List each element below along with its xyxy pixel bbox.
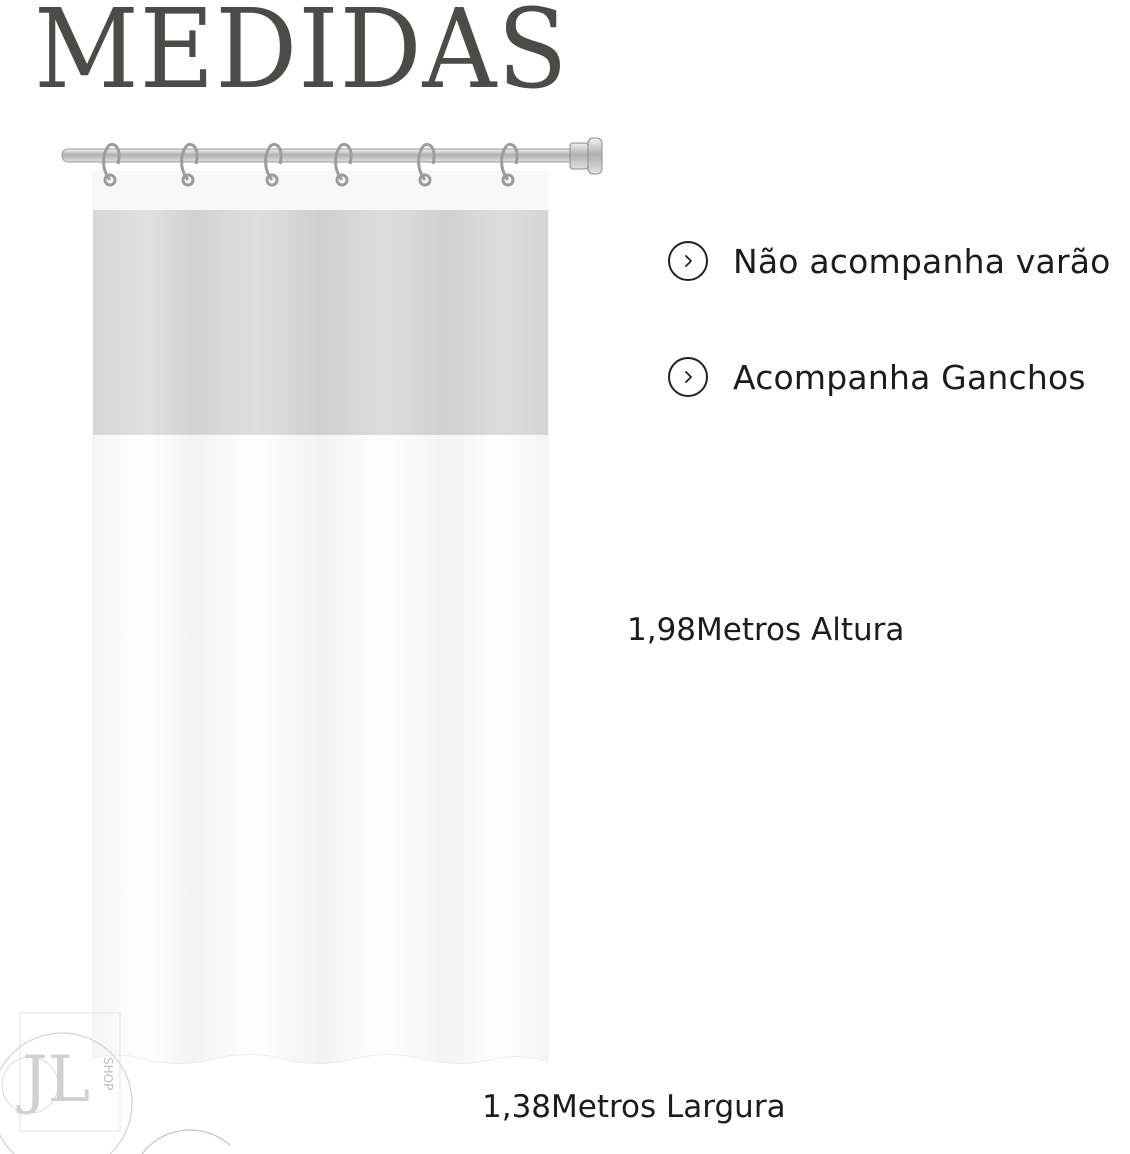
- feature-label: Acompanha Ganchos: [733, 357, 1086, 397]
- jl-shop-logo: [0, 1005, 230, 1154]
- chevron-right-circle-icon: [668, 241, 708, 281]
- curtain-top-hem: [93, 172, 548, 210]
- logo-word: SHOP: [101, 1057, 115, 1091]
- feature-label: Não acompanha varão: [733, 241, 1111, 281]
- rod-end-cap: [570, 143, 588, 169]
- width-measurement: 1,38Metros Largura: [482, 1089, 786, 1125]
- chevron-right-circle-icon: [668, 357, 708, 397]
- rod-flange: [588, 138, 602, 174]
- height-measurement: 1,98Metros Altura: [627, 612, 905, 648]
- curtain-window-band: [93, 210, 548, 435]
- curtain-rod: [62, 149, 577, 162]
- logo-initials: JL: [22, 1043, 91, 1117]
- page-title: MEDIDAS: [34, 0, 569, 113]
- feature-no-rod: [668, 241, 1111, 281]
- feature-hooks-included: [668, 357, 1086, 397]
